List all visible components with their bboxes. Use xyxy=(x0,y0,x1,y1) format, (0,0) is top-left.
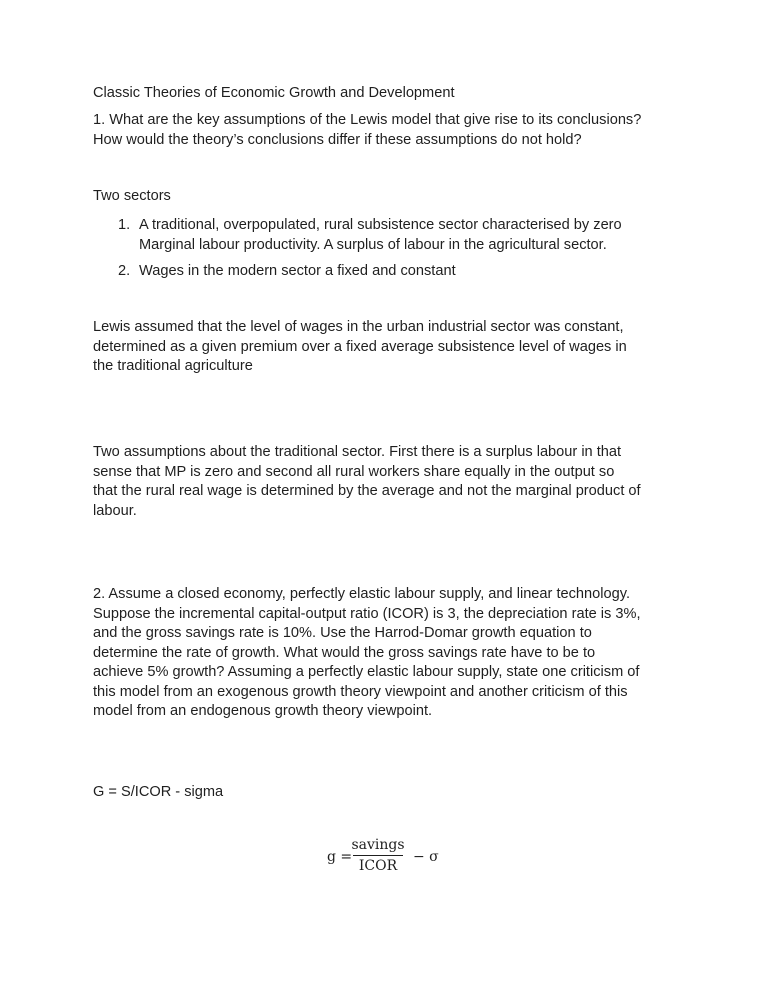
fraction-bar xyxy=(353,855,403,856)
assumptions-paragraph xyxy=(93,443,693,521)
formula-denominator: ICOR xyxy=(358,858,398,874)
formula-lhs: g = xyxy=(327,849,353,865)
question-1-line-2: How would the theory’s conclusions differ if these assumptions do not hold? xyxy=(93,132,582,148)
list-item-2-number: 2. xyxy=(118,263,131,279)
harrod-domar-formula xyxy=(327,836,457,876)
question-2-line: determine the rate of growth. What would the gross savings rate have to be to xyxy=(93,644,596,661)
assumptions-paragraph-line: Two assumptions about the traditional sector. First there is a surplus labour in that xyxy=(93,444,622,460)
lewis-paragraph xyxy=(93,318,693,377)
formula-fraction xyxy=(351,836,405,875)
lewis-paragraph-line: the traditional agriculture xyxy=(93,358,253,374)
question-2-line: this model from an exogenous growth theory viewpoint and another criticism of this xyxy=(93,683,628,700)
list-item-2 xyxy=(118,262,678,282)
lewis-paragraph-line: Lewis assumed that the level of wages in the urban industrial sector was constant, xyxy=(93,319,624,335)
document-title: Classic Theories of Economic Growth and Development xyxy=(93,85,455,101)
assumptions-paragraph-line: labour. xyxy=(93,502,137,519)
equation-text: G = S/ICOR - sigma xyxy=(93,784,224,800)
question-2-line: achieve 5% growth? Assuming a perfectly elastic labour supply, state one criticism of xyxy=(93,664,640,680)
question-2-line: Suppose the incremental capital-output ratio (ICOR) is 3, the depreciation rate is 3%, xyxy=(93,605,641,622)
assumptions-paragraph-line: that the rural real wage is determined by the average and not the marginal product of xyxy=(93,483,641,499)
list-item-1-number: 1. xyxy=(118,217,131,233)
list-item-2-line-1: Wages in the modern sector a fixed and constant xyxy=(139,263,456,279)
list-item-1 xyxy=(118,216,678,256)
list-item-1-line-1: A traditional, overpopulated, rural subsistence sector characterised by zero xyxy=(139,217,622,233)
assumptions-paragraph-line: sense that MP is zero and second all rural workers share equally in the output so xyxy=(93,463,615,480)
question-2-line: model from an endogenous growth theory viewpoint. xyxy=(93,703,433,719)
list-item-1-line-2: Marginal labour productivity. A surplus of labour in the agricultural sector. xyxy=(139,236,607,253)
formula-rhs: − σ xyxy=(413,849,439,865)
two-sectors-heading: Two sectors xyxy=(93,188,171,204)
question-2-line: and the gross savings rate is 10%. Use the Harrod-Domar growth equation to xyxy=(93,625,592,641)
question-2-line: 2. Assume a closed economy, perfectly elastic labour supply, and linear technology. xyxy=(93,586,631,602)
question-2-paragraph xyxy=(93,585,693,722)
question-1-line-1: 1. What are the key assumptions of the Lewis model that give rise to its conclusions? xyxy=(93,112,642,128)
lewis-paragraph-line: determined as a given premium over a fixed average subsistence level of wages in xyxy=(93,338,627,355)
formula-numerator: savings xyxy=(351,837,405,853)
